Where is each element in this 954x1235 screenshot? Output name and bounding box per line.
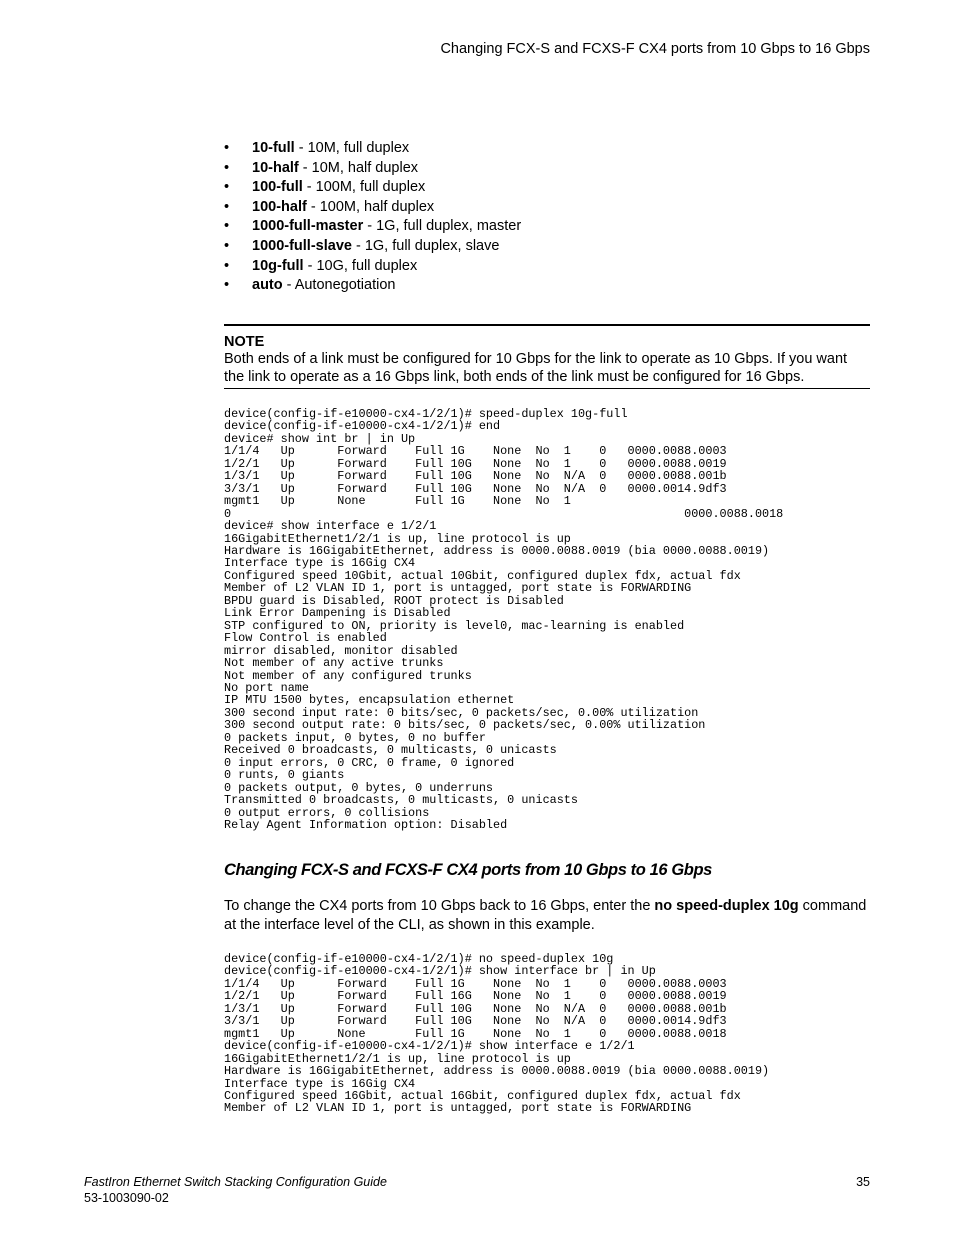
code-line: Not member of any configured trunks: [224, 668, 472, 683]
para-text-after: command at the interface level of the CLI, as shown in this example.: [224, 898, 867, 933]
code-line: mgmt1 Up None Full 1G None No 1 0 0000.0088.0018: [224, 1026, 727, 1041]
code-line: Configured speed 16Gbit, actual 16Gbit, configured duplex fdx, actual fdx: [224, 1088, 741, 1103]
list-item: • 1000-full-master - 1G, full duplex, master: [224, 218, 522, 235]
cli-example-2: [224, 953, 769, 1115]
section-paragraph: [224, 897, 874, 935]
code-line: 0 input errors, 0 CRC, 0 frame, 0 ignored: [224, 755, 515, 770]
code-line: No port name: [224, 680, 309, 695]
option-term: auto: [252, 277, 283, 294]
code-line: Link Error Dampening is Disabled: [224, 606, 451, 621]
option-term: 100-full: [252, 179, 303, 196]
para-command: no speed-duplex 10g: [654, 898, 799, 914]
option-term: 10-full: [252, 140, 295, 156]
note-title: NOTE: [224, 334, 265, 350]
code-line: 1/2/1 Up Forward Full 16G None No 1 0 0000.0088.0019: [224, 989, 727, 1004]
option-desc: - 1G, full duplex, slave: [351, 237, 500, 254]
code-line: 0 packets input, 0 bytes, 0 no buffer: [224, 730, 486, 745]
code-line: STP configured to ON, priority is level0, mac-learning is enabled: [224, 618, 685, 633]
footer-doc-number: 53-1003090-02: [84, 1191, 169, 1205]
code-line: Received 0 broadcasts, 0 multicasts, 0 unicasts: [224, 743, 557, 758]
option-desc: - Autonegotiation: [282, 277, 396, 294]
code-line: device# show int br | in Up: [224, 431, 416, 446]
option-desc: - 10G, full duplex: [303, 257, 418, 274]
list-item: • auto - Autonegotiation: [224, 277, 396, 294]
code-line: 0 runts, 0 giants: [224, 768, 345, 783]
code-line: Hardware is 16GigabitEthernet, address is 0000.0088.0019 (bia 0000.0088.0019): [224, 1064, 770, 1079]
code-line: Relay Agent Information option: Disabled: [224, 817, 508, 832]
code-line: 16GigabitEthernet1/2/1 is up, line protocol is up: [224, 531, 571, 546]
code-line: device(config-if-e10000-cx4-1/2/1)# speed-duplex 10g-full: [224, 407, 628, 421]
code-line: device# show interface e 1/2/1: [224, 519, 437, 534]
option-term: 1000-full-slave: [252, 237, 352, 254]
section-heading: Changing FCX-S and FCXS-F CX4 ports from 10 Gbps to 16 Gbps: [224, 861, 712, 879]
option-term: 1000-full-master: [252, 218, 364, 235]
option-desc: - 10M, full duplex: [294, 140, 410, 156]
code-line: 300 second input rate: 0 bits/sec, 0 packets/sec, 0.00% utilization: [224, 705, 699, 720]
code-line: 0 0000.0088.0018: [224, 506, 784, 521]
option-desc: - 1G, full duplex, master: [363, 218, 522, 235]
code-line: 0 output errors, 0 collisions: [224, 805, 430, 820]
code-line: mirror disabled, monitor disabled: [224, 643, 458, 658]
list-item: • 10-full - 10M, full duplex: [224, 140, 410, 156]
code-line: 16GigabitEthernet1/2/1 is up, line protocol is up: [224, 1051, 571, 1066]
option-desc: - 10M, half duplex: [298, 159, 419, 176]
code-line: Flow Control is enabled: [224, 631, 387, 646]
option-desc: - 100M, half duplex: [306, 198, 435, 215]
code-line: 1/3/1 Up Forward Full 10G None No N/A 0 0000.0088.001b: [224, 469, 727, 484]
speed-option-list: [224, 139, 521, 296]
option-desc: - 100M, full duplex: [302, 179, 426, 196]
code-line: 3/3/1 Up Forward Full 10G None No N/A 0 0000.0014.9df3: [224, 1014, 727, 1029]
para-text-before: To change the CX4 ports from 10 Gbps back to 16 Gbps, enter the: [224, 898, 655, 914]
code-line: 1/1/4 Up Forward Full 1G None No 1 0 0000.0088.0003: [224, 444, 727, 459]
code-line: 0 packets output, 0 bytes, 0 underruns: [224, 780, 494, 795]
note-body: Both ends of a link must be configured for 10 Gbps for the link to operate as 10 Gbps. If you want the link to operate as a 16 Gbps link, both ends of the link must be configured for 16 Gbps.: [224, 351, 848, 385]
code-line: device(config-if-e10000-cx4-1/2/1)# end: [224, 419, 501, 434]
code-line: Member of L2 VLAN ID 1, port is untagged, port state is FORWARDING: [224, 1101, 692, 1116]
footer-guide-title: FastIron Ethernet Switch Stacking Configuration Guide: [84, 1175, 387, 1189]
list-item: • 10g-full - 10G, full duplex: [224, 257, 418, 274]
code-line: 1/2/1 Up Forward Full 10G None No 1 0 0000.0088.0019: [224, 456, 727, 471]
code-line: 3/3/1 Up Forward Full 10G None No N/A 0 0000.0014.9df3: [224, 481, 727, 496]
code-line: Interface type is 16Gig CX4: [224, 556, 416, 571]
option-term: 10g-full: [252, 257, 304, 274]
code-line: 1/1/4 Up Forward Full 1G None No 1 0 0000.0088.0003: [224, 976, 727, 991]
note-box: [224, 324, 870, 389]
code-line: device(config-if-e10000-cx4-1/2/1)# show interface br | in Up: [224, 964, 656, 979]
footer-page-number: 35: [856, 1175, 870, 1189]
code-line: Member of L2 VLAN ID 1, port is untagged, port state is FORWARDING: [224, 581, 692, 596]
list-item: • 10-half - 10M, half duplex: [224, 159, 419, 176]
running-header: Changing FCX-S and FCXS-F CX4 ports from 10 Gbps to 16 Gbps: [440, 41, 870, 57]
code-line: 1/3/1 Up Forward Full 10G None No N/A 0 0000.0088.001b: [224, 1001, 727, 1016]
code-line: device(config-if-e10000-cx4-1/2/1)# no speed-duplex 10g: [224, 952, 614, 966]
list-item: • 1000-full-slave - 1G, full duplex, slave: [224, 237, 500, 254]
code-line: mgmt1 Up None Full 1G None No 1: [224, 494, 571, 509]
code-line: IP MTU 1500 bytes, encapsulation ethernet: [224, 693, 515, 708]
cli-example-1: [224, 408, 783, 831]
code-line: 300 second output rate: 0 bits/sec, 0 packets/sec, 0.00% utilization: [224, 718, 706, 733]
code-line: Interface type is 16Gig CX4: [224, 1076, 416, 1091]
code-line: Transmitted 0 broadcasts, 0 multicasts, 0 unicasts: [224, 793, 578, 808]
code-line: BPDU guard is Disabled, ROOT protect is Disabled: [224, 593, 564, 608]
option-term: 10-half: [252, 159, 299, 176]
code-line: Not member of any active trunks: [224, 656, 444, 671]
code-line: Hardware is 16GigabitEthernet, address is 0000.0088.0019 (bia 0000.0088.0019): [224, 543, 770, 558]
list-item: • 100-half - 100M, half duplex: [224, 198, 435, 215]
code-line: Configured speed 10Gbit, actual 10Gbit, configured duplex fdx, actual fdx: [224, 568, 741, 583]
code-line: device(config-if-e10000-cx4-1/2/1)# show interface e 1/2/1: [224, 1039, 635, 1054]
option-term: 100-half: [252, 198, 307, 215]
list-item: • 100-full - 100M, full duplex: [224, 179, 426, 196]
